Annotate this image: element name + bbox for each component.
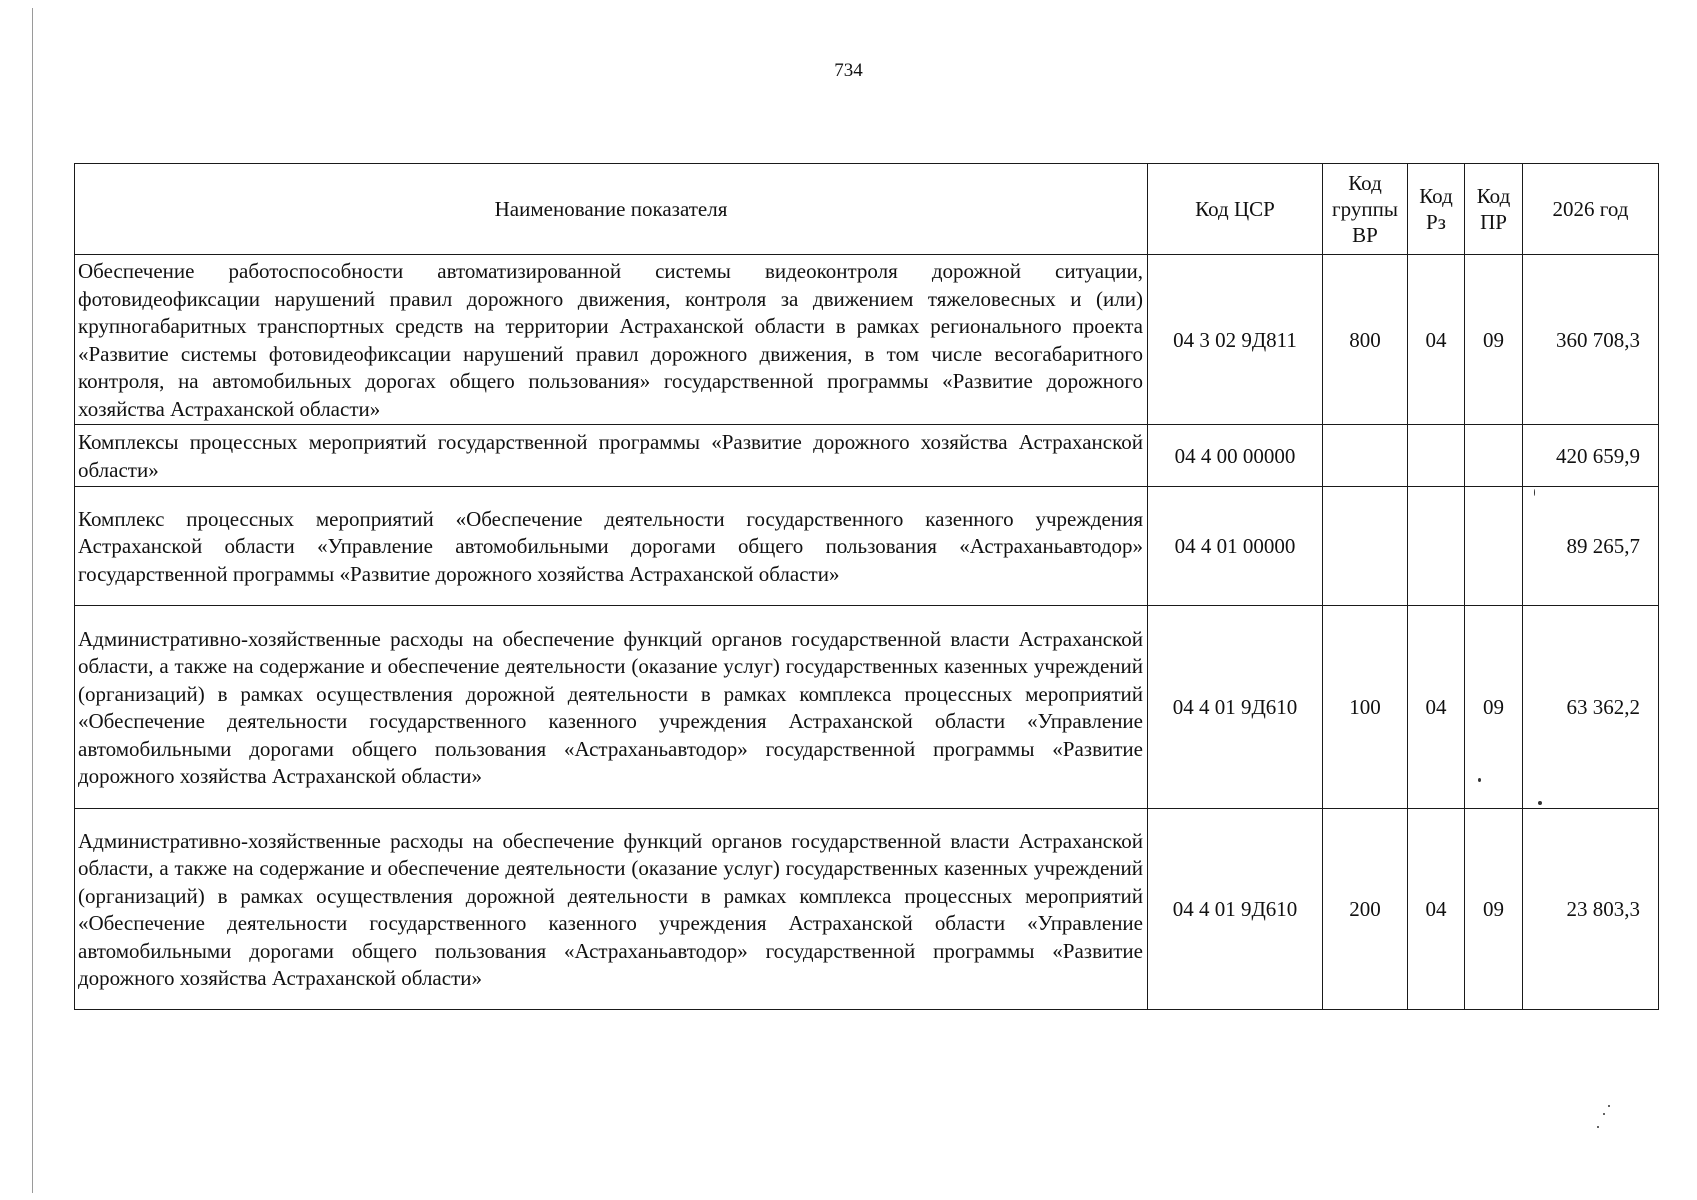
row-vr-code	[1323, 487, 1408, 606]
row-amount-2026: 23 803,3	[1523, 809, 1659, 1010]
table-row	[75, 425, 1659, 487]
row-indicator-name: Комплексы процессных мероприятий государственной программы «Развитие дорожного хозяйства Астраханской области»	[75, 425, 1148, 487]
scan-speck	[1478, 778, 1481, 782]
header-pr-code: Код ПР	[1465, 164, 1523, 255]
table-row	[75, 606, 1659, 809]
row-rz-code	[1408, 425, 1465, 487]
row-indicator-name: Административно-хозяйственные расходы на обеспечение функций органов государственной власти Астраханской области, а также на содержание и обеспечение деятельности (оказание услуг) государственных казенных учреждений (организаций) в рамках осуществления дорожной деятельности в рамках комплекса процессных мероприятий «Обеспечение деятельности государственного казенного учреждения Астраханской области «Управление автомобильными дорогами общего пользования «Астраханьавтодор» государственной программы «Развитие дорожного хозяйства Астраханской области»	[75, 809, 1148, 1010]
row-amount-2026: 89 265,7	[1523, 487, 1659, 606]
table-row	[75, 809, 1659, 1010]
header-csr-code: Код ЦСР	[1148, 164, 1323, 255]
row-pr-code: 09	[1465, 255, 1523, 425]
row-vr-code: 200	[1323, 809, 1408, 1010]
scan-speck	[1534, 489, 1535, 496]
row-vr-code: 800	[1323, 255, 1408, 425]
scan-speck	[1597, 1126, 1599, 1128]
scan-speck	[1538, 801, 1542, 805]
row-csr-code: 04 4 01 9Д610	[1148, 809, 1323, 1010]
binding-margin-line	[32, 8, 33, 1193]
row-csr-code: 04 3 02 9Д811	[1148, 255, 1323, 425]
row-vr-code	[1323, 425, 1408, 487]
row-amount-2026: 360 708,3	[1523, 255, 1659, 425]
row-pr-code: 09	[1465, 809, 1523, 1010]
row-csr-code: 04 4 00 00000	[1148, 425, 1323, 487]
row-indicator-name: Обеспечение работоспособности автоматизированной системы видеоконтроля дорожной ситуации, фотовидеофиксации нарушений правил дорожного движения, контроля за движением тяжеловесных и (или) крупногабаритных транспортных средств на территории Астраханской области в рамках регионального проекта «Развитие системы фотовидеофиксации нарушений правил дорожного движения, в том числе весогабаритного контроля, на автомобильных дорогах общего пользования» государственной программы «Развитие дорожного хозяйства Астраханской области»	[75, 255, 1148, 425]
row-vr-code: 100	[1323, 606, 1408, 809]
row-pr-code	[1465, 425, 1523, 487]
budget-table	[74, 163, 1659, 1010]
table-row	[75, 255, 1659, 425]
row-rz-code	[1408, 487, 1465, 606]
row-amount-2026: 63 362,2	[1523, 606, 1659, 809]
row-csr-code: 04 4 01 9Д610	[1148, 606, 1323, 809]
row-csr-code: 04 4 01 00000	[1148, 487, 1323, 606]
row-pr-code	[1465, 487, 1523, 606]
page-number: 734	[834, 60, 863, 81]
header-year-2026: 2026 год	[1523, 164, 1659, 255]
header-indicator-name: Наименование показателя	[75, 164, 1148, 255]
table-row	[75, 487, 1659, 606]
scan-speck	[1603, 1113, 1605, 1115]
row-indicator-name: Комплекс процессных мероприятий «Обеспечение деятельности государственного казенного учреждения Астраханской области «Управление автомобильными дорогами общего пользования «Астраханьавтодор» государственной программы «Развитие дорожного хозяйства Астраханской области»	[75, 487, 1148, 606]
row-pr-code: 09	[1465, 606, 1523, 809]
scan-speck	[1608, 1105, 1610, 1107]
row-rz-code: 04	[1408, 606, 1465, 809]
header-vr-code: Код группы ВР	[1323, 164, 1408, 255]
table-header-row	[75, 164, 1659, 255]
row-indicator-name: Административно-хозяйственные расходы на обеспечение функций органов государственной власти Астраханской области, а также на содержание и обеспечение деятельности (оказание услуг) государственных казенных учреждений (организаций) в рамках осуществления дорожной деятельности в рамках комплекса процессных мероприятий «Обеспечение деятельности государственного казенного учреждения Астраханской области «Управление автомобильными дорогами общего пользования «Астраханьавтодор» государственной программы «Развитие дорожного хозяйства Астраханской области»	[75, 606, 1148, 809]
header-rz-code: Код Рз	[1408, 164, 1465, 255]
row-rz-code: 04	[1408, 255, 1465, 425]
row-amount-2026: 420 659,9	[1523, 425, 1659, 487]
row-rz-code: 04	[1408, 809, 1465, 1010]
